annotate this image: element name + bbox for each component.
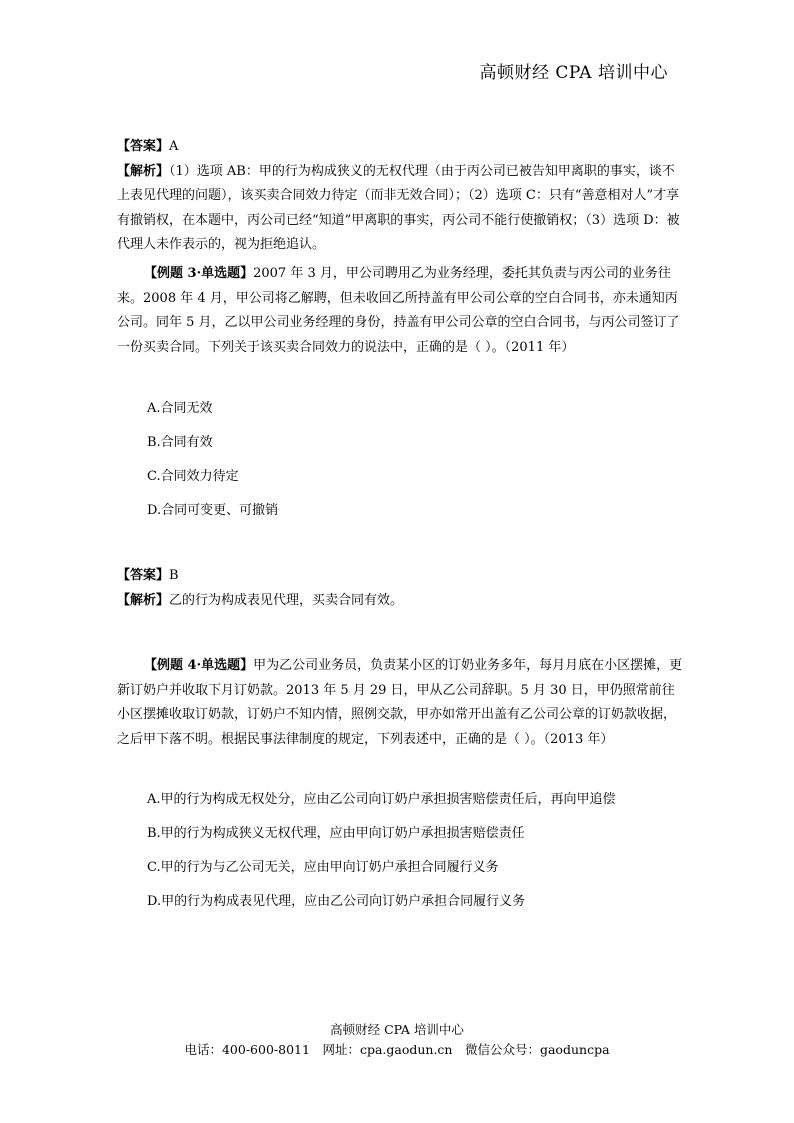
- question-3-stem: [117, 262, 685, 360]
- option-item: B.合同有效: [147, 435, 213, 450]
- footer-contact: 电话：400-600-8011 网址：cpa.gaodun.cn 微信公众号：gaoduncpa: [184, 1042, 610, 1057]
- answer-block-2: [117, 564, 685, 613]
- option-item: C.合同效力待定: [147, 469, 239, 484]
- analysis-text: 乙的行为构成表见代理，买卖合同有效。: [169, 592, 404, 608]
- question-3-text: 2007 年 3 月，甲公司聘用乙为业务经理，委托其负责与丙公司的业务往来。2008 年 4 月，甲公司将乙解聘，但未收回乙所持盖有甲公司公章的空白合同书，亦未通知丙公司。同年 5 月，乙以甲公司业务经理的身份，持盖有甲公司公章的空白合同书，与丙公司签订了一份买卖合同。下列关于该买卖合同效力的说法中，正确的是（ ）。（2011 年）: [117, 266, 680, 355]
- question-4-text: 甲为乙公司业务员，负责某小区的订奶业务多年，每月月底在小区摆摊，更新订奶户并收取下月订奶款。2013 年 5 月 29 日，甲从乙公司辞职。5 月 30 日，甲仍照常前往小区摆摊收取订奶款，订奶户不知内情，照例交款，甲亦如常开出盖有乙公司公章的订奶款收据，之后甲下落不明。根据民事法律制度的规定，下列表述中，正确的是（ ）。（2013 年）: [117, 658, 683, 747]
- answer-label: 【答案】: [117, 568, 170, 583]
- answer-block-1: [117, 135, 685, 258]
- question-4-stem: [117, 654, 685, 752]
- question-3-title: 【例题 3·单选题】: [144, 266, 254, 281]
- answer-line: [117, 135, 685, 160]
- analysis-label: 【解析】: [117, 592, 170, 608]
- answer-line: [117, 564, 685, 589]
- footer-title: 高顿财经 CPA 培训中心: [330, 1022, 464, 1037]
- option-item: D.合同可变更、可撤销: [147, 503, 279, 518]
- answer-value: B: [169, 568, 179, 583]
- option-item: D.甲的行为构成表见代理，应由乙公司向订奶户承担合同履行义务: [147, 894, 526, 909]
- analysis-paragraph: [117, 589, 685, 614]
- option-item: B.甲的行为构成狭义无权代理，应由甲向订奶户承担损害赔偿责任: [147, 826, 525, 841]
- analysis-text: （1）选项 AB：甲的行为构成狭义的无权代理（由于丙公司已被告知甲离职的事实，谈不上表见代理的问题），该买卖合同效力待定（而非无效合同）；（2）选项 C：只有“善意相对人”才享有撤销权，在本题中，丙公司已经“知道”甲离职的事实，丙公司不能行使撤销权；（3）选项 D：被代理人未作表示的，视为拒绝追认。: [117, 163, 680, 252]
- answer-value: A: [169, 139, 179, 154]
- option-item: A.甲的行为构成无权处分，应由乙公司向订奶户承担损害赔偿责任后，再向甲追偿: [147, 792, 616, 807]
- question-4-title: 【例题 4·单选题】: [144, 658, 254, 673]
- question-4: [117, 654, 685, 752]
- option-item: C.甲的行为与乙公司无关，应由甲向订奶户承担合同履行义务: [147, 860, 499, 875]
- page-header-title: 高顿财经 CPA 培训中心: [479, 63, 668, 83]
- analysis-label: 【解析】: [117, 163, 170, 179]
- question-3: [117, 262, 685, 360]
- analysis-paragraph: [117, 160, 685, 258]
- option-item: A.合同无效: [147, 401, 213, 416]
- answer-label: 【答案】: [117, 139, 170, 154]
